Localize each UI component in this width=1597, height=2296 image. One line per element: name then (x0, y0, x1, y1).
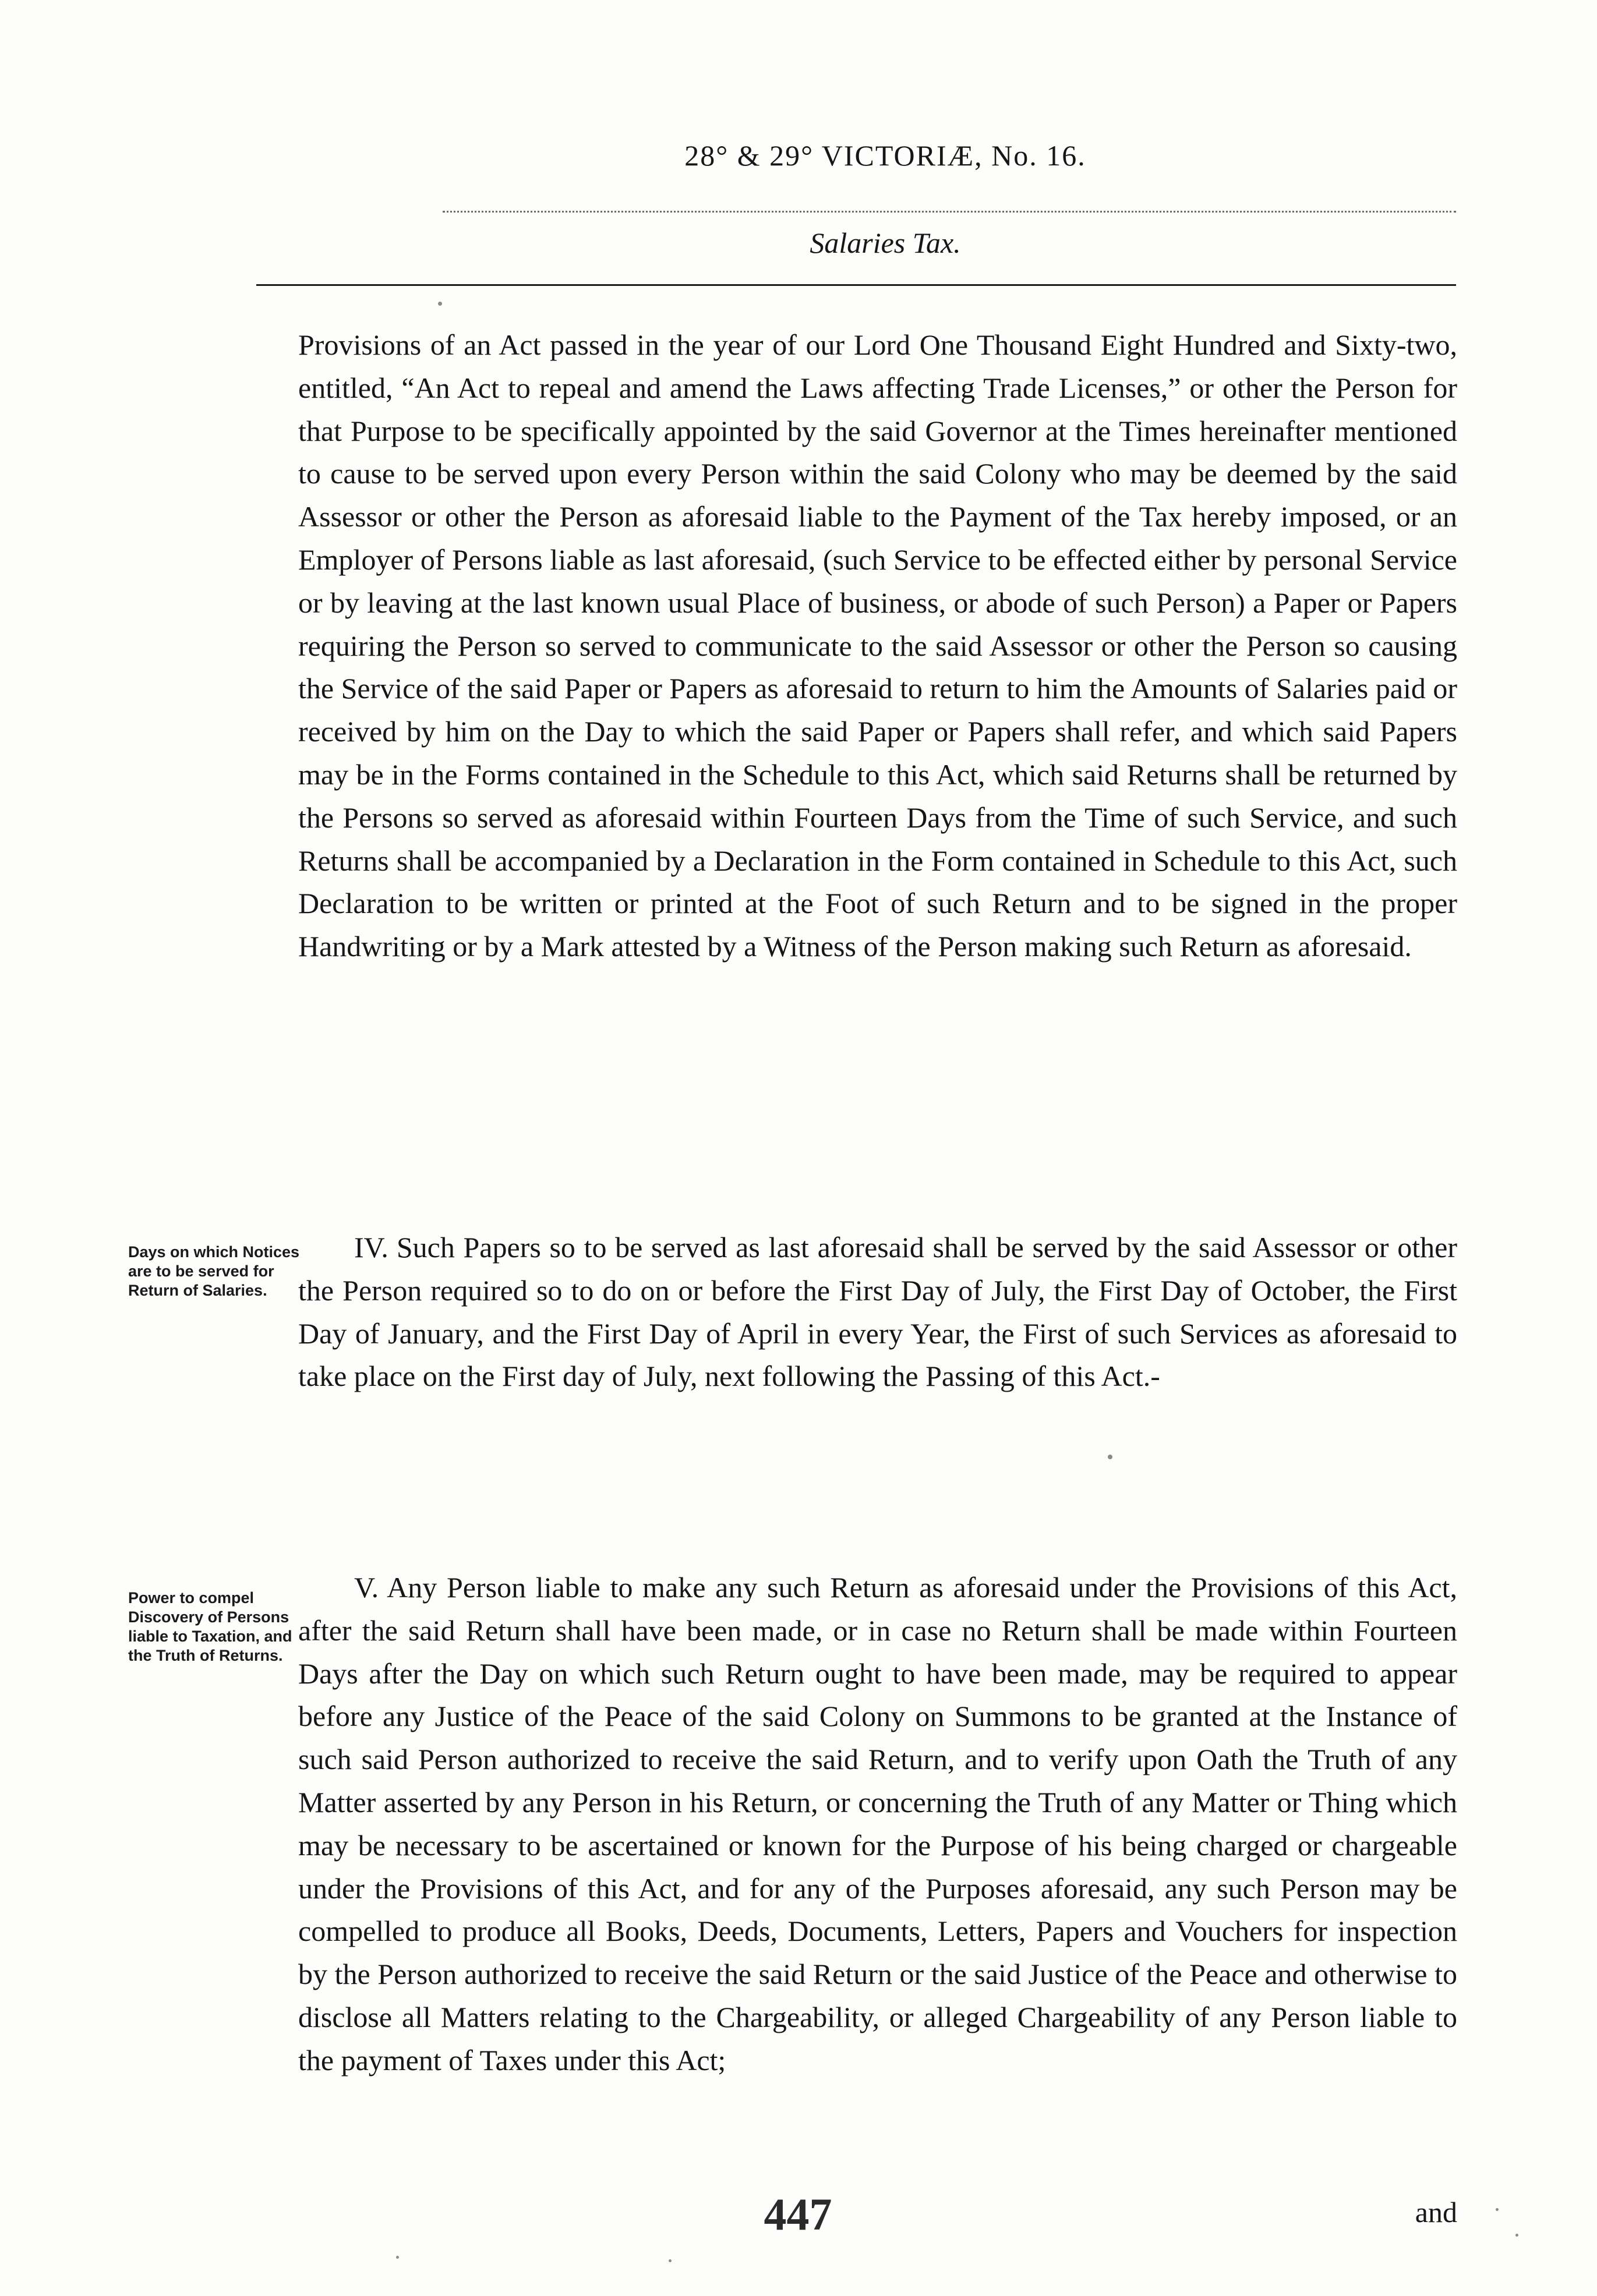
running-head-title: 28° & 29° VICTORIÆ, No. 16. (684, 139, 1086, 172)
continued-paragraph: Provisions of an Act passed in the year of our Lord One Thousand Eight Hundred and Sixty-two, entitled, “An Act to repeal and amend the Laws affecting Trade Licenses,” or other the Person for that Purpose to be specifically appointed by the said Governor at the Times hereinafter mentioned to cause to be served upon every Person within the said Colony who may be deemed by the said Assessor or other the Person as aforesaid liable to the Payment of the Tax hereby imposed, or an Employer of Persons liable as last aforesaid, (such Service to be effected either by personal Service or by leaving at the last known usual Place of business, or abode of such Person) a Paper or Papers requiring the Person so served to communicate to the said Assessor or other the Person so causing the Service of the said Paper or Papers as aforesaid to return to him the Amounts of Salaries paid or received by him on the Day to which the said Paper or Papers shall refer, and which said Papers may be in the Forms contained in the Schedule to this Act, which said Returns shall be returned by the Persons so served as aforesaid within Fourteen Days from the Time of such Service, and such Returns shall be accompanied by a Declaration in the Form contained in Schedule to this Act, such Declaration to be written or printed at the Foot of such Return and to be signed in the proper Handwriting or by a Mark attested by a Witness of the Person making such Return as aforesaid. (298, 328, 1457, 963)
marginal-note-section-iv: Days on which Notices are to be served for Return of Salaries. (128, 1243, 300, 1299)
scan-speck (1496, 2208, 1499, 2211)
scan-speck (1515, 2234, 1518, 2237)
catchword: and (1415, 2196, 1457, 2228)
section-iv-paragraph (298, 1226, 1457, 1398)
scan-speck (438, 302, 442, 306)
section-v-paragraph (298, 1566, 1457, 2082)
section-text: Any Person liable to make any such Return as aforesaid under the Provisions of this Act, after the said Return shall have been made, or in case no Return shall be made within Fourteen Days after the Day on which such Return ought to have been made, may be required to appear before any Justice of the Peace of the said Colony on Summons to be granted at the Instance of such said Person authorized to receive the said Return, and to verify upon Oath the Truth of any Matter asserted by any Person in his Return, or concerning the Truth of any Matter or Thing which may be necessary to be ascertained or known for the Purpose of his being charged or chargeable under the Provisions of this Act, and for any of the Purposes aforesaid, any such Person may be compelled to produce all Books, Deeds, Documents, Letters, Papers and Vouchers for inspection by the Person authorized to receive the said Return or the said Justice of the Peace and otherwise to disclose all Matters relating to the Chargeability, or alleged Chargeability of any Person liable to the payment of Taxes under this Act; (298, 1571, 1457, 2076)
section-text: Such Papers so to be served as last aforesaid shall be served by the said Assessor or other the Person required so to do on or before the First Day of July, the First Day of October, the First Day of January, and the First Day of April in every Year, the First of such Services as aforesaid to take place on the First day of July, next following the Passing of this Act.- (298, 1231, 1457, 1393)
page-number: 447 (764, 2189, 832, 2240)
header-dotted-rule (443, 211, 1456, 213)
running-head-subtitle: Salaries Tax. (810, 227, 961, 259)
section-number: IV. (354, 1231, 388, 1264)
section-number: V. (354, 1571, 379, 1604)
marginal-note-section-v: Power to compel Discovery of Persons liable to Taxation, and the Truth of Returns. (128, 1589, 292, 1664)
scan-speck (669, 2259, 672, 2262)
scan-speck (1108, 1455, 1112, 1459)
scan-speck (396, 2256, 399, 2259)
header-solid-rule (256, 284, 1456, 286)
